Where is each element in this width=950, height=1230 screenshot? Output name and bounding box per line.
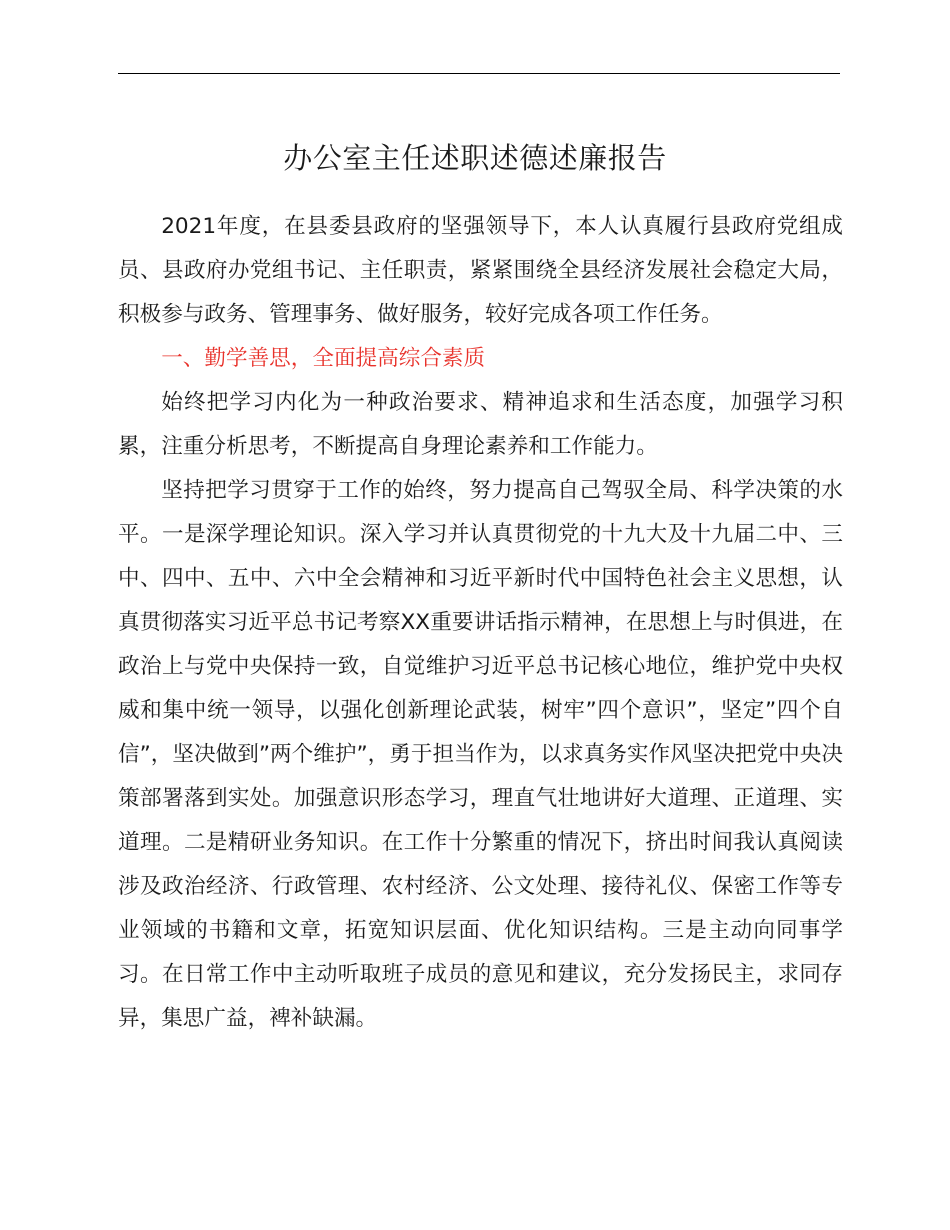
document-title: 办公室主任述职述德述廉报告	[283, 141, 667, 175]
section-1-paragraph-1: 始终把学习内化为一种政治要求、精神追求和生活态度，加强学习积累，注重分析思考，不断提高自身理论素养和工作能力。	[118, 390, 843, 459]
header-rule	[118, 73, 840, 74]
document-body	[118, 205, 843, 1041]
section-1-paragraph-2: 坚持把学习贯穿于工作的始终，努力提高自己驾驭全局、科学决策的水平。一是深学理论知识。深入学习并认真贯彻党的十九大及十九届二中、三中、四中、五中、六中全会精神和习近平新时代中国特色社会主义思想，认真贯彻落实习近平总书记考察XX重要讲话指示精神，在思想上与时俱进，在政治上与党中央保持一致，自觉维护习近平总书记核心地位，维护党中央权威和集中统一领导，以强化创新理论武装，树牢”四个意识”，坚定”四个自信”，坚决做到”两个维护”，勇于担当作为，以求真务实作风坚决把党中央决策部署落到实处。加强意识形态学习，理直气壮地讲好大道理、正道理、实道理。二是精研业务知识。在工作十分繁重的情况下，挤出时间我认真阅读涉及政治经济、行政管理、农村经济、公文处理、接待礼仪、保密工作等专业领域的书籍和文章，拓宽知识层面、优化知识结构。三是主动向同事学习。在日常工作中主动听取班子成员的意见和建议，充分发扬民主，求同存异，集思广益，裨补缺漏。	[118, 478, 843, 1031]
section-heading-1: 一、勤学善思，全面提高综合素质	[161, 346, 486, 371]
intro-paragraph: 2021年度，在县委县政府的坚强领导下，本人认真履行县政府党组成员、县政府办党组书记、主任职责，紧紧围绕全县经济发展社会稳定大局，积极参与政务、管理事务、做好服务，较好完成各项工作任务。	[118, 214, 843, 327]
